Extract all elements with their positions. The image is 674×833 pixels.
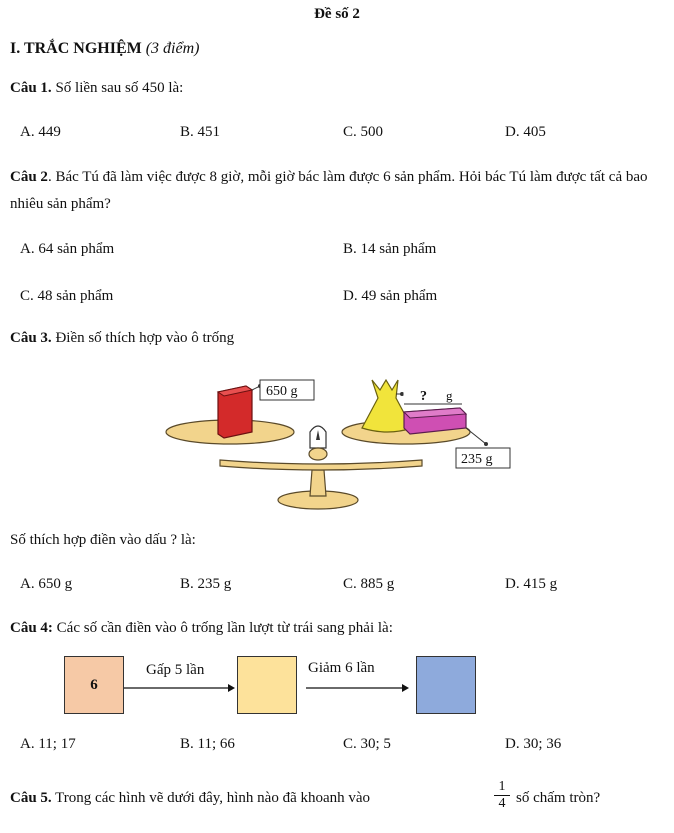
q4-option-b[interactable]: B. 11; 66 [180, 736, 235, 752]
question-2-text: . Bác Tú đã làm việc được 8 giờ, mỗi giờ bác làm được 6 sản phẩm. Hỏi bác Tú làm được tất cả bao nhiêu sản phẩm? [10, 169, 648, 212]
q3-option-d[interactable]: D. 415 g [505, 576, 558, 592]
q3-option-c[interactable]: C. 885 g [343, 576, 395, 592]
q3-option-b[interactable]: B. 235 g [180, 576, 232, 592]
end-blank-box[interactable] [416, 656, 476, 714]
scale-beam [220, 460, 422, 470]
scale-stem [310, 470, 326, 496]
top-weight-tag [404, 386, 462, 404]
start-number: 6 [90, 676, 98, 693]
top-weight-unknown: ? [420, 389, 427, 404]
middle-blank-box[interactable] [237, 656, 297, 714]
question-3 [10, 330, 234, 347]
question-5-text-after: số chấm tròn? [516, 790, 601, 806]
page-title: Đề số 2 [314, 6, 360, 22]
question-4-label: Câu 4: [10, 620, 53, 636]
section-note: (3 điểm) [145, 40, 200, 57]
fraction-numerator: 1 [494, 779, 510, 796]
right-weight-label: 235 g [461, 452, 493, 467]
question-3-prompt: Số thích hợp điền vào dấu ? là: [10, 532, 196, 548]
question-5 [10, 790, 370, 807]
section-heading [10, 40, 199, 58]
step1-arrow [124, 682, 236, 694]
q3-option-a[interactable]: A. 650 g [20, 576, 73, 592]
q4-option-a[interactable]: A. 11; 17 [20, 736, 76, 752]
start-number-box [64, 656, 124, 714]
q1-option-b[interactable]: B. 451 [180, 124, 221, 140]
pointer-hub [309, 448, 327, 460]
fraction-denominator: 4 [498, 796, 506, 811]
step2-label: Giảm 6 lần [308, 660, 375, 676]
fraction-one-quarter [494, 779, 510, 812]
question-1-text: Số liền sau số 450 là: [51, 80, 184, 96]
q4-option-c[interactable]: C. 30; 5 [343, 736, 391, 752]
question-1 [10, 80, 183, 97]
question-4-text: Các số cần điền vào ô trống lần lượt từ trái sang phải là: [52, 620, 393, 636]
question-2-label: Câu 2 [10, 169, 48, 185]
q1-option-c[interactable]: C. 500 [343, 124, 384, 140]
section-name: I. TRẮC NGHIỆM [10, 40, 142, 57]
step2-arrow [300, 682, 412, 694]
q1-option-a[interactable]: A. 449 [20, 124, 61, 140]
q1-option-d[interactable]: D. 405 [505, 124, 546, 140]
left-weight-label: 650 g [266, 384, 298, 399]
question-1-label: Câu 1. [10, 80, 52, 96]
question-4 [10, 620, 393, 637]
question-2 [10, 164, 660, 218]
question-5-label: Câu 5. [10, 790, 52, 806]
question-3-text: Điền số thích hợp vào ô trống [51, 330, 235, 346]
question-3-label: Câu 3. [10, 330, 52, 346]
q2-option-d[interactable]: D. 49 sản phẩm [343, 288, 438, 304]
step1-label: Gấp 5 lần [146, 662, 205, 678]
question-5-text: Trong các hình vẽ dưới đây, hình nào đã khoanh vào [51, 790, 371, 806]
q2-option-b[interactable]: B. 14 sản phẩm [343, 241, 437, 257]
balance-scale-figure [160, 372, 520, 514]
q2-option-c[interactable]: C. 48 sản phẩm [20, 288, 114, 304]
top-weight-unit: g [446, 388, 453, 403]
q2-option-a[interactable]: A. 64 sản phẩm [20, 241, 115, 257]
q4-option-d[interactable]: D. 30; 36 [505, 736, 562, 752]
